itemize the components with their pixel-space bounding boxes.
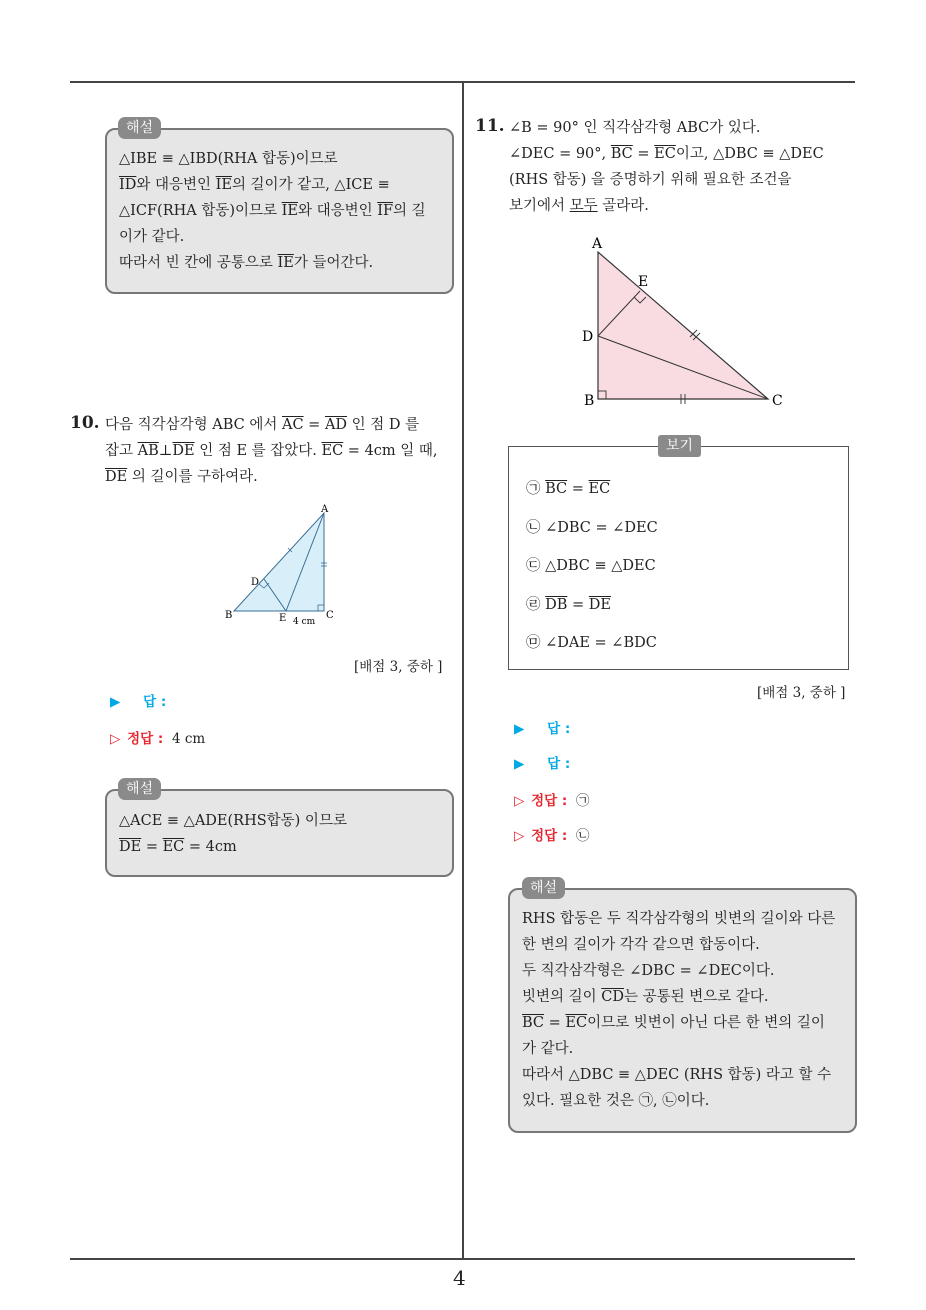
q11-answer-label-2: 답 : [547, 756, 571, 772]
q11-choice-4: ㉣ $\overline{DB} = \overline{DE}$ [526, 597, 611, 613]
q11-correct-label-1: 정답 : [531, 793, 568, 809]
q11-correct-row-1 [514, 789, 589, 809]
q11-line-4: 보기에서 모두 골라라. [509, 198, 649, 214]
q10-correct-row [110, 727, 205, 747]
play-arrow-icon: ▶ [514, 756, 525, 772]
column-divider [462, 83, 464, 1259]
q11-correct-value-2: ㉡ [575, 828, 590, 844]
q11-exp-line-5: $\overline{BC} = \overline{EC}$이므로 빗변이 아닌 다른 한 변의 길이 [522, 1015, 825, 1031]
prev-exp-line-2: $\overline{ID}$와 대응변인 $\overline{IE}$의 길이가 같고, △ICE ≡ [119, 177, 390, 193]
q10-label-b: B [225, 610, 233, 621]
q10-answer-row[interactable] [110, 690, 166, 710]
q11-choice-3: ㉢ △DBC ≡ △DEC [526, 558, 656, 574]
q11-exp-line-6: 가 같다. [522, 1041, 574, 1057]
q11-line-3: (RHS 합동) 을 증명하기 위해 필요한 조건을 [509, 172, 792, 188]
q10-correct-value: 4 cm [171, 731, 206, 747]
q10-figure [222, 503, 352, 628]
q11-correct-label-2: 정답 : [531, 828, 568, 844]
q10-exp-line-1: △ACE ≡ △ADE(RHS합동) 이므로 [119, 813, 347, 829]
q10-answer-label: 답 : [143, 694, 167, 710]
q10-score: [배점 3, 중하 ] [354, 659, 443, 675]
prev-exp-line-3: △ICF(RHA 합동)이므로 $\overline{IE}$와 대응변인 $\overline{IF}$의 길 [119, 203, 426, 219]
q11-line-1: ∠B = 90° 인 직각삼각형 ABC가 있다. [509, 120, 761, 136]
q10-explanation-tag: 해설 [118, 778, 161, 800]
q10-line-1: 다음 직각삼각형 ABC 에서 $\overline{AC} = \overline{AD}$ 인 점 D 를 [105, 417, 420, 433]
q10-label-length: 4 cm [293, 617, 316, 627]
q11-label-d: D [582, 329, 594, 345]
q11-explanation-tag: 해설 [522, 877, 565, 899]
q10-triangle [234, 513, 324, 611]
q11-figure [576, 233, 796, 413]
q11-choice-1: ㉠ $\overline{BC} = \overline{EC}$ [526, 481, 611, 497]
play-arrow-icon: ▶ [514, 721, 525, 737]
q11-choice-2: ㉡ ∠DBC = ∠DEC [526, 520, 658, 536]
q10-explanation-box [105, 789, 454, 877]
play-arrow-icon: ▶ [110, 694, 121, 710]
page-number: 4 [453, 1266, 466, 1290]
q11-triangle [598, 252, 768, 399]
q10-label-a: A [321, 504, 329, 515]
q11-number: 11. [475, 116, 505, 136]
prev-exp-line-4: 이가 같다. [119, 229, 185, 245]
prev-exp-line-1: △IBE ≡ △IBD(RHA 합동)이므로 [119, 151, 338, 167]
q11-answer-row-2[interactable] [514, 752, 570, 772]
q11-exp-line-8: 있다. 필요한 것은 ㉠, ㉡이다. [522, 1093, 710, 1109]
q11-label-c: C [772, 393, 783, 409]
q11-exp-line-2: 한 변의 길이가 각각 같으면 합동이다. [522, 937, 760, 953]
q11-correct-row-2 [514, 824, 589, 844]
q10-line-3: $\overline{DE}$ 의 길이를 구하여라. [105, 469, 258, 485]
q11-score: [배점 3, 중하 ] [757, 685, 846, 701]
q11-exp-line-7: 따라서 △DBC ≡ △DEC (RHS 합동) 라고 할 수 [522, 1067, 832, 1083]
q10-number: 10. [70, 413, 100, 433]
prev-exp-line-5: 따라서 빈 칸에 공통으로 $\overline{IE}$가 들어간다. [119, 255, 374, 271]
q10-label-e: E [279, 613, 287, 624]
q11-choices-tag: 보기 [658, 435, 701, 457]
q11-exp-line-4: 빗변의 길이 $\overline{CD}$는 공통된 변으로 같다. [522, 989, 769, 1005]
outline-arrow-icon: ▷ [514, 828, 525, 844]
q10-line-2: 잡고 $\overline{AB}\perp\overline{DE}$ 인 점 E 를 잡았다. $\overline{EC} = 4cm$ 일 때, [105, 443, 438, 459]
prev-explanation-tag: 해설 [118, 117, 161, 139]
outline-arrow-icon: ▷ [110, 731, 121, 747]
q11-answer-row-1[interactable] [514, 717, 570, 737]
q11-label-e: E [638, 274, 649, 290]
q10-label-d: D [251, 577, 260, 588]
q11-label-a: A [592, 236, 603, 252]
q10-exp-line-2: $\overline{DE} = \overline{EC} = 4cm$ [119, 839, 237, 855]
q11-exp-line-1: RHS 합동은 두 직각삼각형의 빗변의 길이와 다른 [522, 911, 836, 927]
q10-correct-label: 정답 : [127, 731, 164, 747]
q11-choice-5: ㉤ ∠DAE = ∠BDC [526, 635, 657, 651]
q11-label-b: B [584, 393, 595, 409]
q11-answer-label-1: 답 : [547, 721, 571, 737]
bottom-rule [70, 1258, 855, 1260]
q10-label-c: C [326, 610, 334, 621]
q11-line-2: ∠DEC = 90°, $\overline{BC} = \overline{EC}$이고, △DBC ≡ △DEC [509, 146, 824, 162]
q11-correct-value-1: ㉠ [575, 793, 590, 809]
q11-exp-line-3: 두 직각삼각형은 ∠DBC = ∠DEC이다. [522, 963, 775, 979]
outline-arrow-icon: ▷ [514, 793, 525, 809]
